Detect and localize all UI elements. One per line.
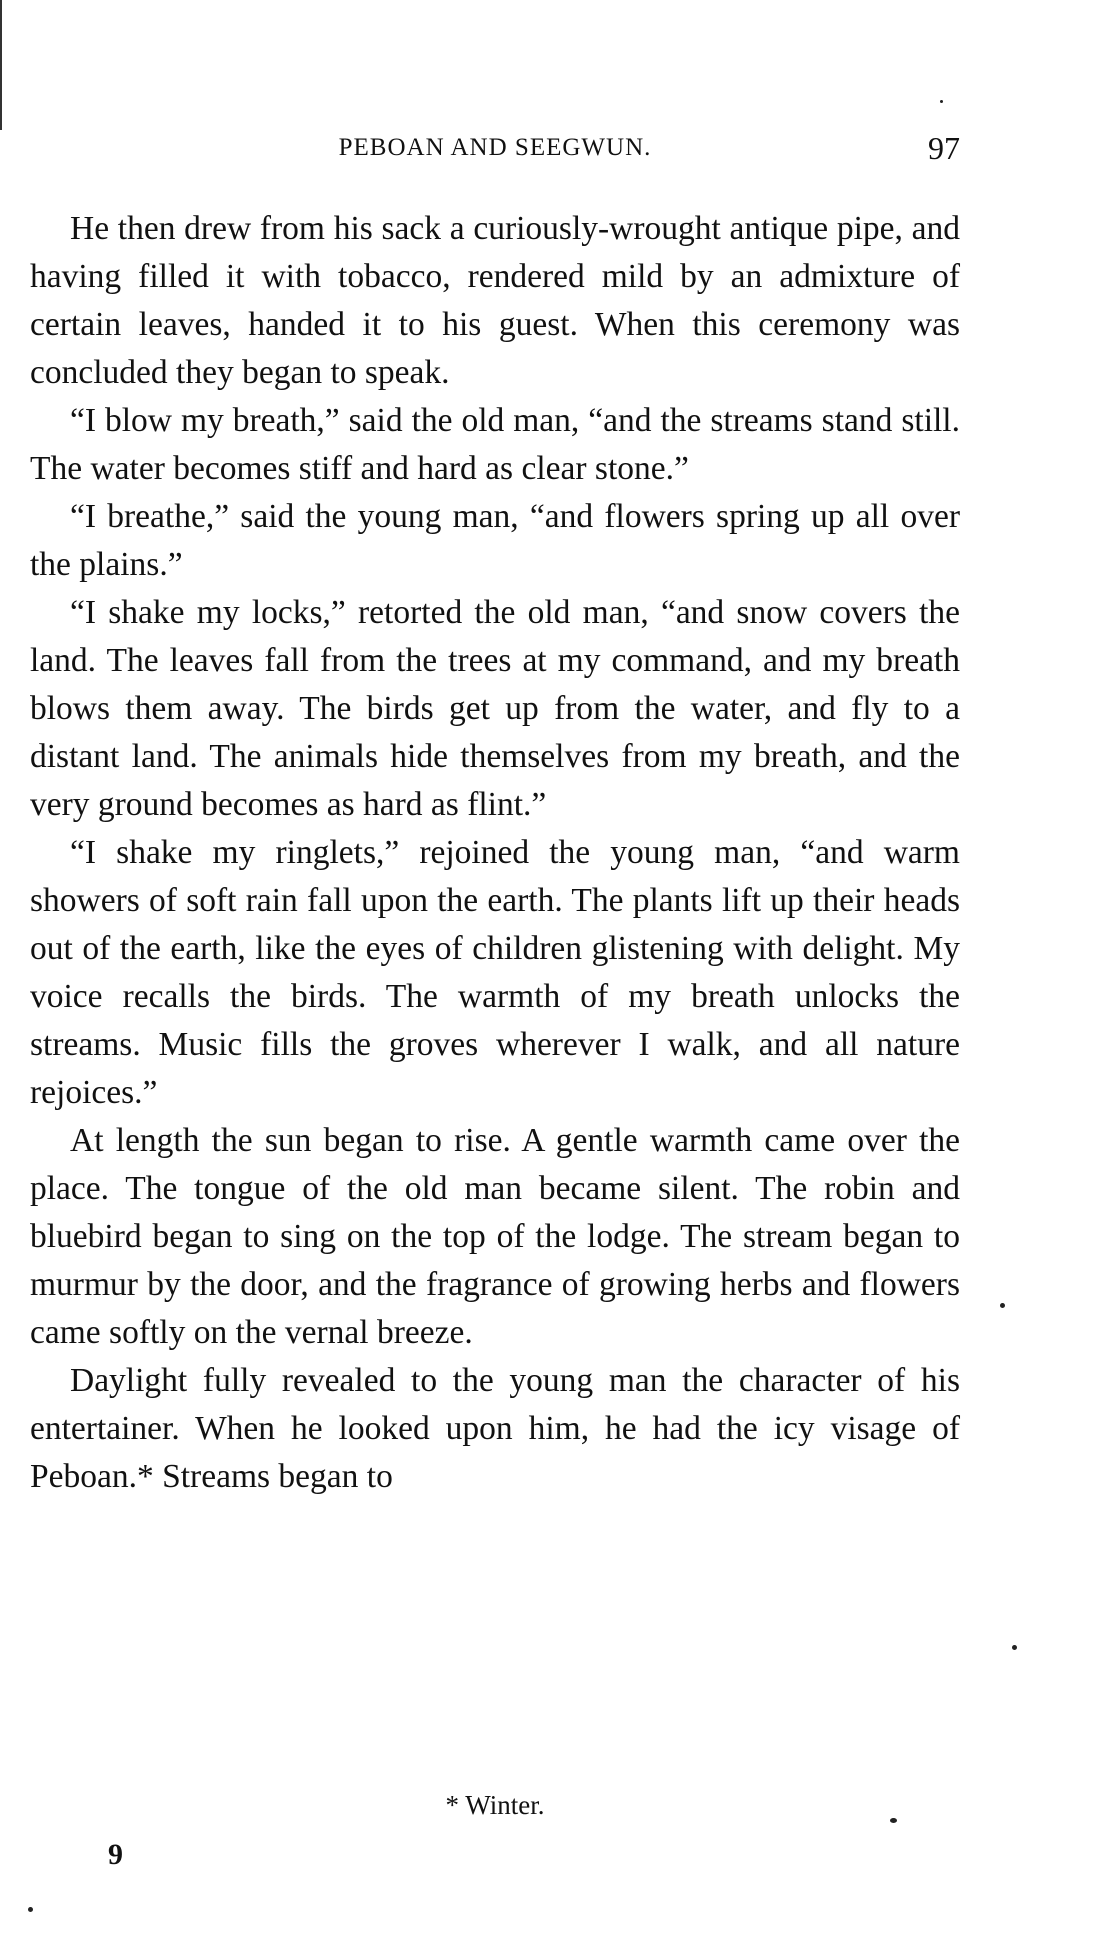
footnote: * Winter. — [445, 1790, 545, 1820]
ink-speck — [1012, 1645, 1017, 1650]
ink-speck — [1000, 1303, 1005, 1308]
ink-speck — [28, 1907, 33, 1912]
ink-speck — [890, 1818, 897, 1823]
page-edge-mark — [0, 0, 2, 130]
paragraph: “I shake my locks,” retorted the old man, “and snow covers the land. The leaves fall from the trees at my command, and my breath blows them away. The birds get up from the water, and fly to a distant land. The animals hide themselves from my breath, and the very ground becomes as hard as flint.” — [30, 594, 960, 823]
page-number: 97 — [928, 130, 960, 166]
ink-speck — [940, 100, 943, 103]
paragraph: Daylight fully revealed to the young man the character of his entertainer. When he looked upon him, he had the icy visage of Peboan.* Streams began to — [30, 1362, 960, 1495]
signature-mark: 9 — [108, 1838, 123, 1871]
paragraph: He then drew from his sack a curiously-wrought antique pipe, and having filled it with tobacco, rendered mild by an admixture of certain leaves, handed it to his guest. When this ceremony was concluded they began to speak. — [30, 210, 960, 391]
running-title: PEBOAN AND SEEGWUN. — [338, 134, 652, 161]
running-head — [30, 130, 960, 170]
paragraph: At length the sun began to rise. A gentle warmth came over the place. The tongue of the old man became silent. The robin and bluebird began to sing on the top of the lodge. The stream began to murmur by the door, and the fragrance of growing herbs and flowers came softly on the vernal breeze. — [30, 1122, 960, 1351]
paragraph: “I blow my breath,” said the old man, “and the streams stand still. The water becomes stiff and hard as clear stone.” — [30, 402, 960, 487]
paragraph: “I breathe,” said the young man, “and flowers spring up all over the plains.” — [30, 498, 960, 583]
paragraph: “I shake my ringlets,” rejoined the young man, “and warm showers of soft rain fall upon the earth. The plants lift up their heads out of the earth, like the eyes of children glistening with delight. My voice recalls the birds. The warmth of my breath unlocks the streams. Music fills the groves wherever I walk, and all nature rejoices.” — [30, 834, 960, 1111]
body-text — [30, 205, 960, 1501]
